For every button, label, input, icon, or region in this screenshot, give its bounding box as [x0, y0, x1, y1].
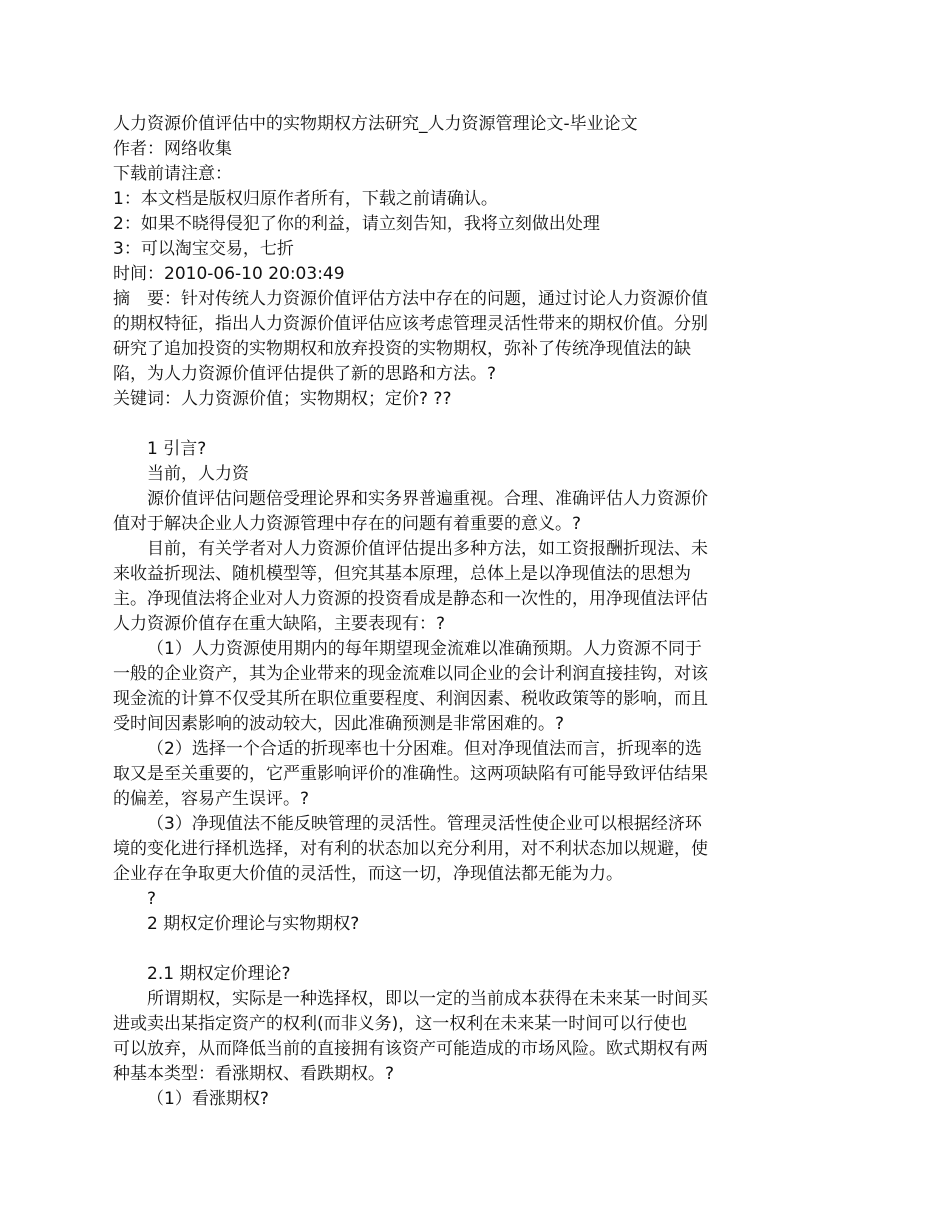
- abstract-line: 的期权特征，指出人力资源价值评估应该考虑管理灵活性带来的期权价值。分别: [113, 314, 708, 334]
- paragraph-line: 值对于解决企业人力资源管理中存在的问题有着重要的意义。?: [113, 514, 582, 534]
- spacer: [113, 412, 768, 437]
- list-item-line: 的偏差，容易产生误评。?: [113, 789, 310, 809]
- list-item-line: 取又是至关重要的，它严重影响评价的准确性。这两项缺陷有可能导致评估结果: [113, 764, 708, 784]
- abstract-line: 研究了追加投资的实物期权和放弃投资的实物期权，弥补了传统净现值法的缺: [113, 339, 691, 359]
- list-item-line: 受时间因素影响的波动较大，因此准确预测是非常困难的。?: [113, 714, 565, 734]
- paragraph-line: 进或卖出某指定资产的权利(而非义务)，这一权利在未来某一时间可以行使也: [113, 1014, 688, 1034]
- section-1-title: 1 引言?: [147, 439, 207, 459]
- question-mark-line: ?: [147, 889, 157, 909]
- paragraph-line: 源价值评估问题倍受理论界和实务界普遍重视。合理、准确评估人力资源价: [147, 489, 708, 509]
- abstract-line: 陷，为人力资源价值评估提供了新的思路和方法。?: [113, 364, 497, 384]
- notice-item-1: 1：本文档是版权归原作者所有，下载之前请确认。: [113, 189, 498, 209]
- abstract: [113, 287, 768, 387]
- paragraph-line: 所谓期权，实际是一种选择权，即以一定的当前成本获得在未来某一时间买: [147, 989, 708, 1009]
- notice-heading: 下载前请注意：: [113, 164, 232, 184]
- author-line: 作者：网络收集: [113, 139, 232, 159]
- list-item-line: 一般的企业资产，其为企业带来的现金流难以同企业的会计利润直接挂钩，对该: [113, 664, 708, 684]
- section-2-title: 2 期权定价理论与实物期权?: [147, 914, 360, 934]
- list-item-line: （1）人力资源使用期内的每年期望现金流难以准确预期。人力资源不同于: [147, 639, 702, 659]
- section-2-1-title: 2.1 期权定价理论?: [147, 964, 291, 984]
- document-page: [113, 112, 768, 1112]
- paragraph-line: 主。净现值法将企业对人力资源的投资看成是静态和一次性的，用净现值法评估: [113, 589, 708, 609]
- list-item-line: 现金流的计算不仅受其所在职位重要程度、利润因素、税收政策等的影响，而且: [113, 689, 708, 709]
- spacer: [113, 937, 768, 962]
- paragraph-line: 人力资源价值存在重大缺陷，主要表现有：?: [113, 614, 446, 634]
- abstract-line: 摘 要：针对传统人力资源价值评估方法中存在的问题，通过讨论人力资源价值: [113, 289, 708, 309]
- notice-item-2: 2：如果不晓得侵犯了你的利益，请立刻告知，我将立刻做出处理: [113, 214, 600, 234]
- list-item-line: （3）净现值法不能反映管理的灵活性。管理灵活性使企业可以根据经济环: [147, 814, 702, 834]
- paragraph-line: 来收益折现法、随机模型等，但究其基本原理，总体上是以净现值法的思想为: [113, 564, 691, 584]
- paragraph-line: 当前，人力资: [147, 464, 249, 484]
- paragraph-line: 种基本类型：看涨期权、看跌期权。?: [113, 1064, 395, 1084]
- list-item-line: 企业存在争取更大价值的灵活性，而这一切，净现值法都无能为力。: [113, 864, 623, 884]
- paragraph-line: 可以放弃，从而降低当前的直接拥有该资产可能造成的市场风险。欧式期权有两: [113, 1039, 708, 1059]
- list-item-line: （2）选择一个合适的折现率也十分困难。但对净现值法而言，折现率的选: [147, 739, 702, 759]
- keywords: 关键词：人力资源价值；实物期权；定价? ??: [113, 389, 452, 409]
- subsection-title: （1）看涨期权?: [147, 1089, 269, 1109]
- notice-item-3: 3：可以淘宝交易，七折: [113, 239, 294, 259]
- timestamp: 时间：2010-06-10 20:03:49: [113, 264, 345, 284]
- document-title: 人力资源价值评估中的实物期权方法研究_人力资源管理论文-毕业论文: [113, 114, 638, 134]
- list-item-line: 境的变化进行择机选择，对有利的状态加以充分利用，对不利状态加以规避，使: [113, 839, 708, 859]
- paragraph-line: 目前，有关学者对人力资源价值评估提出多种方法，如工资报酬折现法、未: [147, 539, 708, 559]
